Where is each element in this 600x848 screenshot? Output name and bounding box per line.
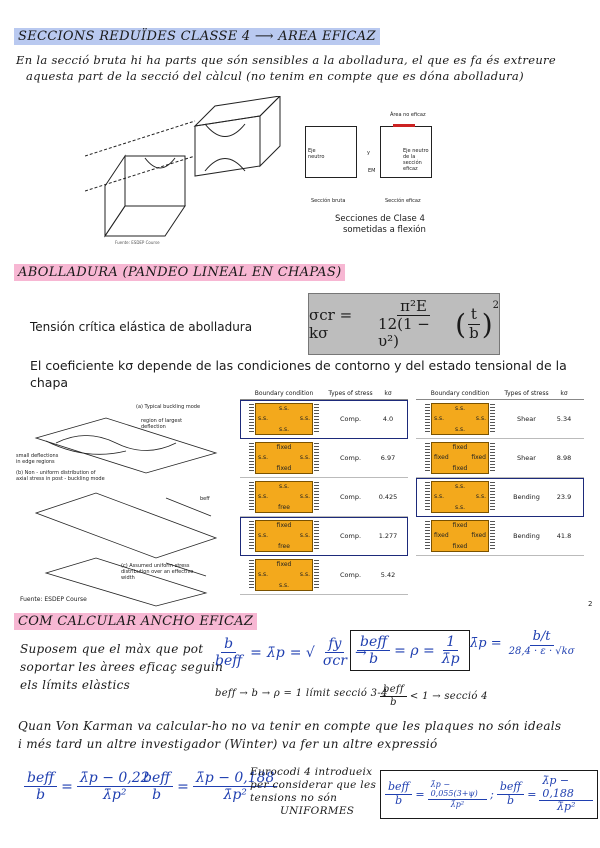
formula-lhs: σcr = kσ bbox=[309, 306, 353, 342]
lam-def-den: 28,4 · ε · √kσ bbox=[508, 645, 575, 657]
paren-open: ( bbox=[455, 307, 467, 341]
edge-label-right: s.s. bbox=[299, 532, 310, 539]
stress-type: Comp. bbox=[339, 532, 362, 540]
lam-definition bbox=[470, 630, 578, 657]
f3-sep: ; bbox=[490, 787, 494, 801]
boundary-cell bbox=[416, 520, 504, 552]
stress-type: Bending bbox=[513, 493, 540, 501]
formula-exp: 2 bbox=[492, 300, 499, 311]
f2-lhs-den: b bbox=[152, 787, 162, 804]
paren-close: ) bbox=[481, 307, 493, 341]
table-row bbox=[240, 439, 408, 478]
f1-eq: = bbox=[61, 778, 73, 795]
eq1-frac bbox=[212, 636, 245, 669]
f4-num: λ̄p − 0,188 bbox=[539, 775, 593, 801]
f4-den: λ̄p² bbox=[556, 800, 576, 814]
stress-hatch bbox=[490, 443, 495, 473]
stress-type: Shear bbox=[517, 415, 536, 423]
edge-label-top: fixed bbox=[276, 522, 292, 529]
f3-lhs bbox=[385, 781, 412, 807]
stress-hatch bbox=[314, 443, 319, 473]
stress-type: Shear bbox=[517, 454, 536, 462]
note-line-1: En la secció bruta hi ha parts que són sensibles a la abolladura, el que es fa és extreure bbox=[16, 53, 556, 67]
eje-neutro-label: Eje neutro bbox=[308, 148, 325, 160]
edge-label-top: fixed bbox=[276, 444, 292, 451]
text-line-2: soportar les àrees eficaç seguin bbox=[20, 660, 224, 674]
formula-den: 12(1 − υ²) bbox=[378, 314, 430, 351]
edge-label-right: s.s. bbox=[299, 571, 310, 578]
tension-label: Tensión crítica elástica de abolladura bbox=[30, 320, 253, 334]
stress-hatch bbox=[314, 521, 319, 551]
table-row bbox=[240, 517, 408, 556]
formula-tb bbox=[466, 306, 482, 342]
formula-num: π²E bbox=[397, 298, 430, 316]
plate-diagram bbox=[255, 520, 313, 552]
edge-label-top: fixed bbox=[452, 522, 468, 529]
eje-neutro-eficaz-label: Eje neutro de la sección eficaz bbox=[403, 148, 429, 172]
table-row bbox=[240, 556, 408, 595]
edge-label-right: s.s. bbox=[299, 493, 310, 500]
edge-label-bottom: s.s. bbox=[278, 426, 290, 433]
fig-source: Fuente: ESDEP Course bbox=[115, 240, 160, 245]
plate-diagram bbox=[255, 442, 313, 474]
formula-vonkarman bbox=[24, 770, 153, 803]
f2-num: λ̄p − 0,188 bbox=[193, 770, 278, 787]
edge-label-right: fixed bbox=[471, 532, 486, 539]
stress-hatch bbox=[425, 521, 430, 551]
stress-hatch bbox=[490, 404, 495, 434]
boundary-cell bbox=[240, 403, 328, 435]
box-rho-text: = ρ = bbox=[394, 642, 435, 659]
plate-diagram bbox=[431, 403, 489, 435]
fig-label-region: region of largest deflection bbox=[141, 418, 183, 430]
edge-label-top: fixed bbox=[276, 561, 292, 568]
f3-den: λ̄p² bbox=[450, 799, 465, 809]
edge-label-left: s.s. bbox=[258, 415, 269, 422]
edge-label-bottom: s.s. bbox=[454, 426, 466, 433]
f3-lhs-num: beff bbox=[385, 781, 412, 795]
th-boundary: Boundary condition bbox=[254, 390, 314, 397]
f3-lhs-den: b bbox=[395, 793, 403, 807]
section-title-abolladura: ABOLLADURA (PANDEO LINEAL EN CHAPAS) bbox=[14, 264, 345, 281]
coef-line-2: chapa bbox=[30, 375, 69, 390]
stress-hatch bbox=[249, 443, 254, 473]
edge-label-top: s.s. bbox=[454, 405, 466, 412]
f2-den: λ̄p² bbox=[223, 787, 247, 804]
f2-lhs bbox=[140, 770, 173, 803]
th-k: kσ bbox=[384, 390, 392, 397]
section-title-ancho: COM CALCULAR ANCHO EFICAZ bbox=[14, 613, 257, 630]
f3-eq: = bbox=[415, 787, 425, 801]
cond-2 bbox=[380, 684, 488, 708]
note-line-2: aquesta part de la secció del càlcul (no tenim en compte que es dóna abolladura) bbox=[26, 69, 524, 83]
stress-hatch bbox=[249, 482, 254, 512]
edge-label-right: s.s. bbox=[475, 415, 486, 422]
edge-label-right: fixed bbox=[471, 454, 486, 461]
edge-label-left: fixed bbox=[434, 532, 449, 539]
table-left bbox=[240, 390, 408, 595]
k-value: 0.425 bbox=[378, 493, 398, 501]
table-row bbox=[240, 400, 408, 439]
stress-type: Comp. bbox=[339, 493, 362, 501]
figure-section-clase4 bbox=[85, 96, 465, 248]
k-value: 5.34 bbox=[556, 415, 572, 423]
f4-eq: = bbox=[527, 787, 537, 801]
eq1-eq: = bbox=[250, 644, 262, 661]
euro-line-4: UNIFORMES bbox=[280, 805, 355, 817]
f1-lhs-num: beff bbox=[24, 770, 57, 787]
cond2-num: beff bbox=[380, 684, 407, 697]
text-suposem bbox=[20, 640, 223, 694]
stress-hatch bbox=[490, 482, 495, 512]
caption-line-1: Secciones de Clase 4 bbox=[335, 214, 425, 224]
table-row bbox=[240, 478, 408, 517]
eq-b-over-beff bbox=[212, 636, 367, 669]
formula-box bbox=[308, 293, 500, 355]
edge-label-bottom: fixed bbox=[452, 465, 468, 472]
euro-line-2: per considerar que les bbox=[250, 779, 377, 791]
eq1-sqrt bbox=[320, 636, 350, 669]
stress-hatch bbox=[249, 560, 254, 590]
k-value: 4.0 bbox=[382, 415, 394, 423]
edge-label-top: fixed bbox=[452, 444, 468, 451]
lam-def-lhs: λ̄p = bbox=[470, 636, 502, 652]
table-row bbox=[416, 517, 584, 556]
beam-isometric-illustration bbox=[85, 96, 290, 246]
cond2-rest: < 1 → secció 4 bbox=[409, 690, 488, 702]
edge-label-bottom: s.s. bbox=[454, 504, 466, 511]
boundary-cell bbox=[240, 559, 328, 591]
edge-label-bottom: fixed bbox=[276, 465, 292, 472]
k-value: 1.277 bbox=[378, 532, 398, 540]
th-boundary-r: Boundary condition bbox=[430, 390, 490, 397]
f1-lhs-den: b bbox=[36, 787, 46, 804]
edge-label-bottom: s.s. bbox=[278, 582, 290, 589]
box-rho bbox=[350, 630, 470, 671]
edge-label-left: fixed bbox=[434, 454, 449, 461]
f2-eq: = bbox=[177, 778, 189, 795]
fig-label-beff: beff bbox=[200, 496, 210, 502]
eq1-eq2: = √ bbox=[289, 644, 315, 661]
arrow-icon: → bbox=[354, 644, 367, 661]
edge-label-right: s.s. bbox=[299, 415, 310, 422]
plate-diagram bbox=[255, 559, 313, 591]
plate-diagram bbox=[431, 520, 489, 552]
eq1-sqrt-num: fy bbox=[325, 636, 344, 653]
f1-lhs bbox=[24, 770, 57, 803]
boundary-cell bbox=[416, 481, 504, 513]
box-frac2 bbox=[439, 634, 463, 667]
formula-fraction bbox=[375, 298, 452, 351]
formula-t: t bbox=[468, 306, 480, 324]
boundary-cell bbox=[240, 481, 328, 513]
boundary-cell bbox=[240, 520, 328, 552]
stress-hatch bbox=[490, 521, 495, 551]
stress-type: Comp. bbox=[339, 454, 362, 462]
box-num: beff bbox=[357, 634, 390, 651]
edge-label-bottom: free bbox=[278, 504, 290, 511]
edge-label-left: s.s. bbox=[434, 415, 445, 422]
text-winter: i més tard un altre investigador (Winter) va fer un altre expressió bbox=[18, 737, 438, 751]
stress-type: Comp. bbox=[339, 571, 362, 579]
k-value: 23.9 bbox=[556, 493, 572, 501]
plate-diagram bbox=[255, 403, 313, 435]
plate-diagram bbox=[431, 481, 489, 513]
fig-label-a: (a) Typical buckling mode bbox=[136, 404, 201, 410]
stress-hatch bbox=[249, 521, 254, 551]
coef-line-1: El coeficiente kσ depende de las condiciones de contorno y del estado tensional de la bbox=[30, 358, 567, 373]
th-k-r: kσ bbox=[560, 390, 568, 397]
edge-label-right: s.s. bbox=[475, 493, 486, 500]
th-stress: Types of stress bbox=[328, 390, 373, 397]
plate-diagram bbox=[255, 481, 313, 513]
table-right bbox=[416, 390, 584, 556]
lam-def-num: b/t bbox=[530, 630, 554, 646]
boundary-cell bbox=[240, 442, 328, 474]
edge-label-top: s.s. bbox=[454, 483, 466, 490]
eq1-num: b bbox=[221, 636, 236, 653]
k-value: 41.8 bbox=[556, 532, 572, 540]
eq1-sqrt-den: σcr bbox=[322, 653, 347, 670]
cond2-frac bbox=[380, 684, 407, 708]
edge-label-left: s.s. bbox=[258, 454, 269, 461]
formula-b: b bbox=[469, 323, 479, 342]
edge-label-left: s.s. bbox=[258, 571, 269, 578]
y-label: y bbox=[367, 150, 370, 156]
edge-label-top: s.s. bbox=[278, 405, 290, 412]
text-line-1: Suposem que el màx que pot bbox=[20, 642, 204, 656]
buckling-figure bbox=[16, 398, 236, 608]
plate-diagram bbox=[431, 442, 489, 474]
cond-1: beff → b → ρ = 1 límit secció 3-4 bbox=[215, 688, 388, 699]
title-text: SECCIONS REDUÏDES CLASSE 4 bbox=[18, 29, 251, 44]
f3-rhs bbox=[428, 780, 488, 809]
text-von-karman: Quan Von Karman va calcular-ho no va tenir en compte que les plaques no són ideals bbox=[18, 719, 562, 733]
stress-hatch bbox=[425, 443, 430, 473]
area-no-eficaz-label: Área no eficaz bbox=[390, 112, 426, 118]
stress-hatch bbox=[425, 404, 430, 434]
caption-line-2: sometidas a flexión bbox=[343, 225, 426, 235]
table-row bbox=[416, 478, 584, 517]
k-value: 5.42 bbox=[380, 571, 396, 579]
edge-label-bottom: fixed bbox=[452, 543, 468, 550]
f2-lhs-num: beff bbox=[140, 770, 173, 787]
arrow-right-icon: ⟶ bbox=[254, 29, 274, 44]
stress-hatch bbox=[314, 482, 319, 512]
seccion-bruta-label: Sección bruta bbox=[311, 198, 346, 204]
formula-eurocode-box bbox=[380, 770, 598, 819]
stress-hatch bbox=[425, 482, 430, 512]
stress-hatch bbox=[314, 404, 319, 434]
eq1-lam: λ̄p bbox=[266, 644, 285, 661]
page-mark: 2 bbox=[588, 600, 593, 608]
stress-hatch bbox=[314, 560, 319, 590]
boundary-cell bbox=[416, 403, 504, 435]
lam-def-frac bbox=[506, 630, 578, 657]
box-frac bbox=[354, 634, 390, 668]
text-line-3: els límits elàstics bbox=[20, 678, 131, 692]
table-row bbox=[416, 400, 584, 439]
th-stress-r: Types of stress bbox=[504, 390, 549, 397]
f3-num: λ̄p − 0,055(3+ψ) bbox=[428, 780, 488, 799]
boundary-cell bbox=[416, 442, 504, 474]
eurocodi-note bbox=[250, 766, 376, 818]
seccion-eficaz-label: Sección eficaz bbox=[385, 198, 421, 204]
area-no-eficaz-mark bbox=[393, 124, 415, 127]
fig-label-c: (c) Assumed uniform stress distribution over an effective width bbox=[121, 563, 194, 581]
box-lam: λ̄p bbox=[441, 651, 460, 668]
euro-line-1: Eurocodi 4 introdueix bbox=[250, 766, 373, 778]
edge-label-left: s.s. bbox=[434, 493, 445, 500]
eq1-den: beff bbox=[215, 653, 243, 670]
f1-den: λ̄p² bbox=[103, 787, 127, 804]
f4-lhs-den: b bbox=[506, 793, 515, 807]
title-target: AREA EFICAZ bbox=[278, 29, 376, 44]
euro-line-3: tensions no són bbox=[250, 792, 338, 804]
fig-source-esdep: Fuente: ESDEP Course bbox=[20, 596, 87, 603]
f4-lhs-num: beff bbox=[497, 781, 524, 795]
table-row bbox=[416, 439, 584, 478]
fig-label-small: small deflections in edge regions bbox=[16, 453, 59, 465]
f4-lhs bbox=[497, 781, 524, 807]
edge-label-bottom: free bbox=[278, 543, 290, 550]
cond2-den: b bbox=[390, 696, 397, 708]
section-title-clase4 bbox=[14, 28, 380, 45]
stress-type: Bending bbox=[513, 532, 540, 540]
stress-hatch bbox=[249, 404, 254, 434]
em-label: EM bbox=[368, 168, 376, 174]
stress-type: Comp. bbox=[339, 415, 362, 423]
k-value: 8.98 bbox=[556, 454, 572, 462]
box-den: b bbox=[369, 651, 379, 668]
box-one: 1 bbox=[443, 634, 458, 651]
edge-label-right: s.s. bbox=[299, 454, 310, 461]
edge-label-left: s.s. bbox=[258, 493, 269, 500]
k-value: 6.97 bbox=[380, 454, 396, 462]
edge-label-top: s.s. bbox=[278, 483, 290, 490]
f1-num: λ̄p − 0,22 bbox=[77, 770, 153, 787]
edge-label-left: s.s. bbox=[258, 532, 269, 539]
f4-rhs bbox=[539, 775, 593, 814]
fig-label-b: (b) Non - uniform distribution of axial stress in post - buckling mode bbox=[16, 470, 105, 482]
